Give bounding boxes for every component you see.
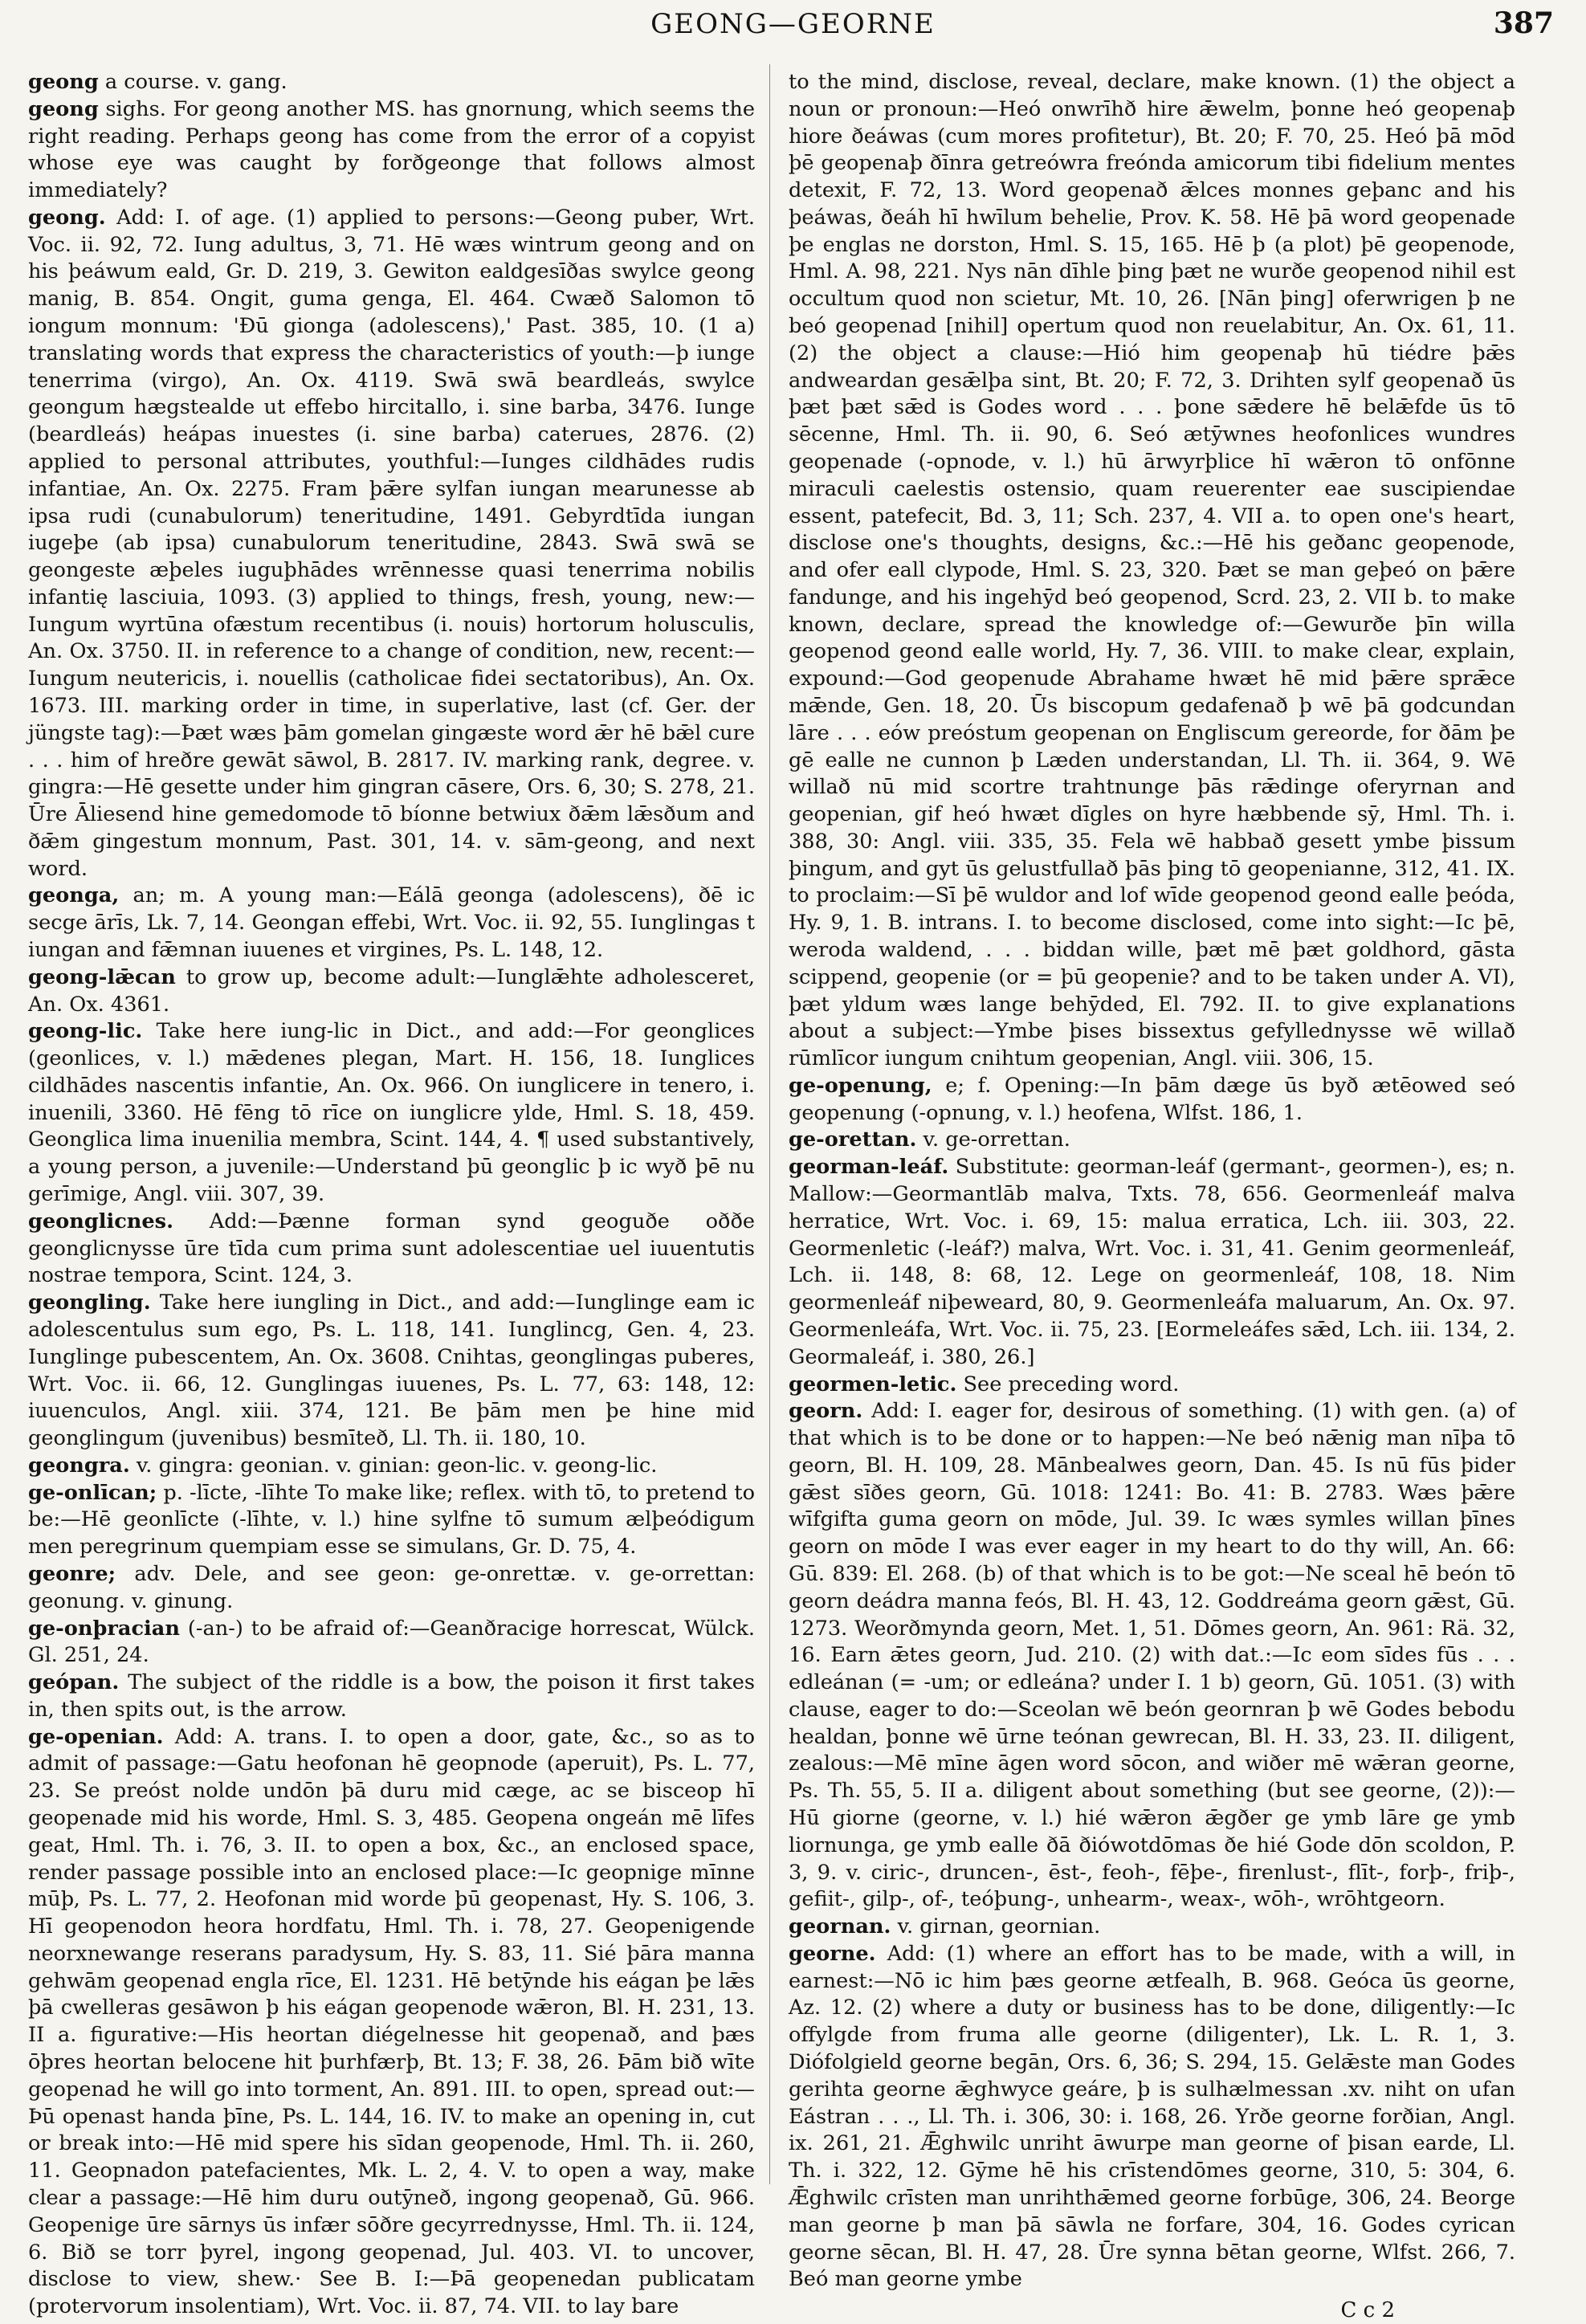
running-title: GEONG—GEORNE (650, 8, 936, 40)
dictionary-entry (28, 1018, 755, 1208)
entry-text: See preceding word. (963, 1372, 1180, 1396)
entry-text: The subject of the riddle is a bow, the poison it first takes in, then spits out, is the arrow. (28, 1670, 755, 1722)
entry-text: Take here iung-lic in Dict., and add:—For geonglices (geonlices, v. l.) mǣdenes plegan, Mart. H. 156, 18. Iunglices cildhādes nascentis infantie, An. Ox. 966. On iunglicere in tenero, i. inuenili, 3360. Hē fēng tō rīce on iunglicre ylde, Hml. S. 18, 459. Geonglica lima inuenilia membra, Scint. 144, 4. ¶ used substantively, a young person, a juvenile:—Understand þū geonglic þ ic wyð þē nu gerīmige, Angl. viii. 307, 39. (28, 1019, 755, 1207)
headword: geong (28, 70, 99, 94)
entry-text: p. -līcte, -līhte To make like; reflex. with tō, to pretend to be:—Hē geonlīcte (-līhte, v. l.) hine sylfne tō sumum ælþeódigum men peregrinum quempiam esse se simulans, Gr. D. 75, 4. (28, 1480, 755, 1560)
dictionary-entry (28, 1616, 755, 1670)
headword: geong. (28, 205, 106, 230)
entry-text: sighs. For geong another MS. has gnornung, which seems the right reading. Perhaps geong has come from the error of a copyist whose eye was caught by forðgeonge that follows almost immediately? (28, 96, 755, 203)
entry-text: Add: (1) where an effort has to be made, with a will, in earnest:—Nō ic him þæs georne ætfealh, B. 968. Geóca ūs georne, Az. 12. (2) where a duty or business has to be done, diligently:—Ic offylgde from fruma alle georne (diligenter), Lk. L. R. 1, 3. Diófolgield georne begān, Ors. 6, 36; S. 294, 15. Gelǣste man Godes gerihta georne ǣghwyce geáre, þ is sulhælmessan .xv. niht on ufan Eástran . . ., Ll. Th. i. 306, 30: i. 168, 26. Yrðe georne forðian, Angl. ix. 261, 21. Ǣghwilc unriht āwurpe man georne of þisan earde, Ll. Th. i. 322, 12. Gȳme hē his crīstendōmes georne, 310, 5: 304, 6. Ǣghwilc crīsten man unrihthǣmed georne forbūge, 306, 24. Beorge man georne þ man þā sāwla ne forfare, 304, 16. Godes cyrican georne sēcan, Bl. H. 47, 28. Ūre synna bētan georne, Wlfst. 266, 7. Beó man georne ymbe (789, 1941, 1515, 2292)
dictionary-entry (789, 1372, 1515, 1399)
entry-text: Take here iungling in Dict., and add:—Iunglinge eam ic adolescentulus sum ego, Ps. L. 118, 141. Iunglincg, Gen. 4, 23. Iunglinge pubescentem, An. Ox. 3608. Cnihtas, geonglingas puberes, Wrt. Voc. ii. 66, 12. Gunglingas iuuenes, Ps. L. 77, 63: 148, 12: iuuenculos, Angl. xiii. 374, 121. Be þām men þe hine mid geonglingum (juvenibus) besmīteð, Ll. Th. ii. 180, 10. (28, 1290, 755, 1451)
dictionary-entry (789, 1154, 1515, 1371)
headword: ge-openian. (28, 1724, 164, 1749)
headword: geong (28, 96, 99, 121)
headword: geonre; (28, 1561, 116, 1586)
dictionary-entry (28, 205, 755, 883)
page-header (32, 6, 1554, 42)
headword: geongra. (28, 1453, 130, 1478)
dictionary-entry (28, 1480, 755, 1561)
entry-text: a course. v. gang. (104, 70, 287, 94)
entry-text: Substitute: georman-leáf (germant-, geormen-), es; n. Mallow:—Geormantlāb malva, Txts. 78, 656. Geormenleáf malva herratice, Wrt. Voc. i. 69, 15: malua erratica, Lch. iii. 303, 22. Geormenletic (-leáf?) malva, Wrt. Voc. i. 31, 41. Genim geormenleáf, Lch. ii. 148, 8: 68, 12. Lege on geormenleáf, 108, 18. Nim geormenleáf niþeweard, 80, 9. Geormenleáfa maluarum, An. Ox. 97. Geormenleáfa, Wrt. Voc. ii. 75, 23. [Eormeleáfes sǣd, Lch. iii. 134, 2. Geormaleáf, i. 380, 26.] (789, 1155, 1516, 1369)
dictionary-entry (789, 69, 1515, 1073)
entry-text: Add: I. eager for, desirous of something. (1) with gen. (a) of that which is to be done or to happen:—Ne beó nǣnig man nīþa tō georn, Bl. H. 109, 28. Mānbealwes georn, Dan. 45. Is nū fūs þider gǣst sīðes georn, Gū. 1018: 1241: Bo. 41: B. 2783. Wæs þǣre wīfgifta guma georn on mōde, Jul. 39. Ic wæs symles willan þīnes georn on mōde I was ever eager in my heart to do thy will, An. 66: Gū. 839: El. 268. (b) of that which is to be got:—Ne sceal hē beón tō georn deádra manna feós, Bl. H. 43, 12. Goddreáma georn gǣst, Gū. 1273. Weorðmynda georn, Met. 1, 51. Dōmes georn, An. 961: Rä. 32, 16. Earn ǣtes georn, Jud. 210. (2) with dat.:—Ic eom sīdes fūs . . . edleánan (= -um; or edleána? under I. 1 b) georn, Gū. 1051. (3) with clause, eager to do:—Sceolan wē beón geornran þ wē Godes bebodu healdan, þonne wē ūrne teónan gewrecan, Bl. H. 33, 23. II. diligent, zealous:—Mē mīne āgen word sōcon, and wiðer mē wǣran georne, Ps. Th. 55, 5. II a. diligent about something (but see georne, (2)):—Hū giorne (georne, v. l.) hié wǣron ǣgðer ge ymb lāre ge ymb liornunga, ge ymb ealle ðā ðiówotdōmas ðe hié Gode dōn scoldon, P. 3, 9. v. ciric-, druncen-, ēst-, feoh-, fēþe-, firenlust-, flīt-, forþ-, friþ-, gefiit-, gilp-, of-, teóþung-, unhearm-, weax-, wōh-, wrōhtgeorn. (789, 1399, 1515, 1912)
entry-text: (-an-) to be afraid of:—Geanðracige horrescat, Wülck. Gl. 251, 24. (28, 1616, 755, 1668)
dictionary-entry (789, 1398, 1515, 1914)
left-column (28, 69, 755, 2319)
headword: ge-orettan. (789, 1127, 917, 1152)
dictionary-entry (28, 1453, 755, 1480)
page-number: 387 (1493, 6, 1554, 40)
dictionary-entry (28, 883, 755, 964)
dictionary-entry (28, 1724, 755, 2321)
dictionary-entry (28, 1670, 755, 1724)
entry-text: to grow up, become adult:—Iunglǣhte adholesceret, An. Ox. 4361. (28, 964, 755, 1017)
headword: ge-onlīcan; (28, 1480, 157, 1505)
entry-text: v. girnan, geornian. (897, 1914, 1101, 1939)
dictionary-entry (789, 1914, 1515, 1941)
dictionary-entry (789, 1941, 1515, 2293)
headword: geópan. (28, 1670, 120, 1695)
dictionary-entry (789, 1073, 1515, 1127)
entry-text: Add: A. trans. I. to open a door, gate, &c., so as to admit of passage:—Gatu heofonan hē geopnode (aperuit), Ps. L. 77, 23. Se preóst nolde undōn þā duru mid cæge, ac se bisceop hī geopenade mid his worde, Hml. S. 3, 485. Geopena ongeán mē līfes geat, Hml. Th. i. 76, 3. II. to open a box, &c., an enclosed space, render passage possible into an enclosed place:—Ic geopnige mīnne mūþ, Ps. L. 77, 2. Heofonan mid worde þū geopenast, Hy. S. 106, 3. Hī geopenodon heora hordfatu, Hml. Th. i. 78, 27. Geopenigende neorxnewange reserans paradysum, Hy. S. 83, 11. Sié þāra manna gehwām geopenad engla rīce, El. 1231. Hē betȳnde his eágan þe lǣs þā cwelleras gesāwon þ his eágan geopenode wǣron, Bl. H. 231, 13. II a. figurative:—His heortan diégelnesse hit geopenað, and þæs ōþres heortan belocene hit þurhfærþ, Bt. 13; F. 38, 26. Þām bið wīte geopenad he will go into torment, An. 891. III. to open, spread out:—Þū openast handa þīne, Ps. L. 144, 16. IV. to make an opening in, cut or break into:—Hē mid spere his sīdan geopenode, Hml. Th. ii. 260, 11. Geopnadon patefacientes, Mk. L. 2, 4. V. to open a way, make clear a passage:—Hē him duru outȳneð, ingong geopenað, Gū. 966. Geopenige ūre sārnys ūs infær sōðre gecyrrednysse, Hml. Th. ii. 124, 6. Bið se torr þyrel, ingong geopenad, Jul. 403. VI. to uncover, disclose to view, shew.· See B. I:—Þā geopenedan publicatam (protervorum insolentiam), Wrt. Voc. ii. 87, 74. VII. to lay bare (28, 1724, 755, 2319)
headword: geongling. (28, 1290, 151, 1315)
headword: geonglicnes. (28, 1209, 173, 1233)
headword: geonga, (28, 883, 120, 908)
headword: geong-lǣcan (28, 964, 176, 989)
entry-text: v. ge-orrettan. (923, 1127, 1070, 1152)
dictionary-entry (28, 1290, 755, 1453)
headword: geornan. (789, 1914, 891, 1939)
headword: geong-lic. (28, 1019, 143, 1044)
right-column (789, 69, 1516, 2323)
headword: georne. (789, 1941, 876, 1966)
headword: ge-openung, (789, 1073, 932, 1098)
dictionary-entry (28, 69, 755, 96)
dictionary-entry (28, 1561, 755, 1616)
entry-text: e; f. Opening:—In þām dæge ūs byð ætēowed seó geopenung (-opnung, v. l.) heofena, Wlfst. 186, 1. (789, 1073, 1516, 1125)
signature-mark: C c 2 (1340, 2298, 1395, 2323)
dictionary-entry (28, 1209, 755, 1290)
dictionary-entry (28, 96, 755, 205)
entry-text: adv. Dele, and see geon: ge-onrettæ. v. ge-orrettan: geonung. v. ginung. (28, 1561, 755, 1613)
entry-text: to the mind, disclose, reveal, declare, make known. (1) the object a noun or pronoun:—Heó onwrīhð hire ǣwelm, þonne heó geopenaþ hiore ðeáwas (cum mores profitetur), Bt. 20; F. 70, 25. Heó þā mōd þē geopenaþ ðīnra getreówra freónda amicorum tibi fidelium mentes detexit, F. 72, 13. Word geopenað ǣlces monnes geþanc and his þeáwas, ðeáh hī hwīlum behelie, Prov. K. 58. Hē þā word geopenade þe englas ne dorston, Hml. S. 15, 165. Hē þ (a plot) þē geopenode, Hml. A. 98, 221. Nys nān dīhle þing þæt ne wurðe geopenod nihil est occultum quod non scietur, Mt. 10, 26. [Nān þing] oferwrigen þ ne beó geopenad [nihil] opertum quod non reuelabitur, An. Ox. 61, 11. (2) the object a clause:—Hió him geopenaþ hū tiédre þǣs andweardan gesǣlþa sint, Bt. 20; F. 72, 3. Drihten sylf geopenað ūs þæt þæt sǣd is Godes word . . . þone sǣdere hē belǣfde ūs tō sēcenne, Hml. Th. ii. 90, 6. Seó ætȳwnes heofonlices wundres geopenade (-opnode, v. l.) hū ārwyrþlice hī wǣron tō onfōnne miraculi caelestis ostensio, quam reuerenter eae suscipiendae essent, patefecit, Bd. 3, 11; Sch. 237, 4. VII a. to open one's heart, disclose one's thoughts, designs, &c.:—Hē his geðanc geopenode, and ofer eall clypode, Hml. S. 23, 320. Þæt se man geþeó on þǣre fandunge, and his ingehȳd beó geopenod, Scrd. 23, 2. VII b. to make known, declare, spread the knowledge of:—Gewurðe þīn willa geopenod geond ealle world, Hy. 7, 36. VIII. to make clear, explain, expound:—God geopenude Abrahame hwæt hē mid þǣre sprǣce mǣnde, Gen. 18, 20. Ūs biscopum gedafenað þ wē þā godcundan lāre . . . eów preóstum geopenan on Engliscum gereorde, for ðām þe gē ealle ne cunnon þ Læden understandan, Ll. Th. ii. 364, 9. Wē willað nū mid scortre trahtnunge þās rǣdinge oferyrnan and geopenian, gif heó hwæt dīgles on hyre hæbbende sȳ, Hml. Th. i. 388, 30: Angl. viii. 335, 35. Fela wē habbað gesett ymbe þissum þingum, and gyt ūs gelustfullað þās þing tō geopenianne, 312, 41. IX. to proclaim:—Sī þē wuldor and lof wīde geopenod geond ealle þeóda, Hy. 9, 1. B. intrans. I. to become disclosed, come into sight:—Ic þē, weroda waldend, . . . biddan wille, þæt mē þæt goldhord, gāsta scippend, geopenie (or = þū geopenie? and to be taken under A. VI), þæt yldum wæs lange behȳded, El. 792. II. to give explanations about a subject:—Ymbe þises bissextus gefyllednysse wē willað rūmlīcor iungum cnihtum geopenian, Angl. viii. 306, 15. (789, 70, 1515, 1071)
dictionary-entry (789, 1127, 1515, 1154)
column-divider (769, 64, 770, 2184)
entry-text: v. gingra: geonian. v. ginian: geon-lic. v. geong-lic. (136, 1453, 658, 1478)
headword: georman-leáf. (789, 1155, 949, 1180)
dictionary-entry (28, 964, 755, 1019)
headword: georn. (789, 1399, 863, 1424)
entry-text: an; m. A young man:—Eálā geonga (adolescens), ðē ic secge ārīs, Lk. 7, 14. Geongan effebi, Wrt. Voc. ii. 92, 55. Iunglingas t iungan and fǣmnan iuuenes et virgines, Ps. L. 148, 12. (28, 883, 755, 962)
headword: geormen-letic. (789, 1372, 957, 1396)
entry-text: Add: I. of age. (1) applied to persons:—Geong puber, Wrt. Voc. ii. 92, 72. Iung adultus, 3, 71. Hē wæs wintrum geong and on his þeáwum eald, Gr. D. 219, 3. Gewiton ealdgesīðas swylce geong manig, B. 854. Ongit, guma genga, El. 464. Cwæð Salomon tō iongum monnum: 'Ðū gionga (adolescens),' Past. 385, 10. (1 a) translating words that express the characteristics of youth:—þ iunge tenerrima (virgo), An. Ox. 4119. Swā swā beardleás, swylce geongum hægstealde ut effebo hircitallo, i. sine barba, 3476. Iunge (beardleás) heápas inuestes (i. sine barba) caterues, 2876. (2) applied to personal attributes, youthful:—Iunges cildhādes rudis infantiae, An. Ox. 2275. Fram þǣre sylfan iungan mearunesse ab ipsa rudi (cunabulorum) teneritudine, 1491. Gebyrdtīda iungan iugeþe (ab ipsa) cunabulorum teneritudine, 2843. Swā swā se geongeste æþeles iuguþhādes wrēnnesse quasi tenerrima nobilis infantię lasciuia, 1093. (3) applied to things, fresh, young, new:—Iungum wyrtūna ofæstum recentibus (i. nouis) hortorum holusculis, An. Ox. 3750. II. in reference to a change of condition, new, recent:—Iungum neutericis, i. nouellis (catholicae fidei sectatoribus), An. Ox. 1673. III. marking order in time, in superlative, last (cf. Ger. der jüngste tag):—Þæt wæs þām gomelan gingæste word ǣr hē bǣl cure . . . him of hreðre gewāt sāwol, B. 2817. IV. marking rank, degree. v. gingra:—Hē gesette under him gingran cāsere, Ors. 6, 30; S. 278, 21. Ūre Āliesend hine gemedomode tō bíonne betwiux ðǣm lǣsðum and ðǣm gingestum monnum, Past. 301, 14. v. sām-geong, and next word. (28, 205, 755, 881)
headword: ge-onþracian (28, 1616, 180, 1641)
entry-text: Add:—Þænne forman synd geoguðe oððe geonglicnysse ūre tīda cum prima sunt adolescentiae uel iuuentutis nostrae tempora, Scint. 124, 3. (28, 1209, 755, 1288)
